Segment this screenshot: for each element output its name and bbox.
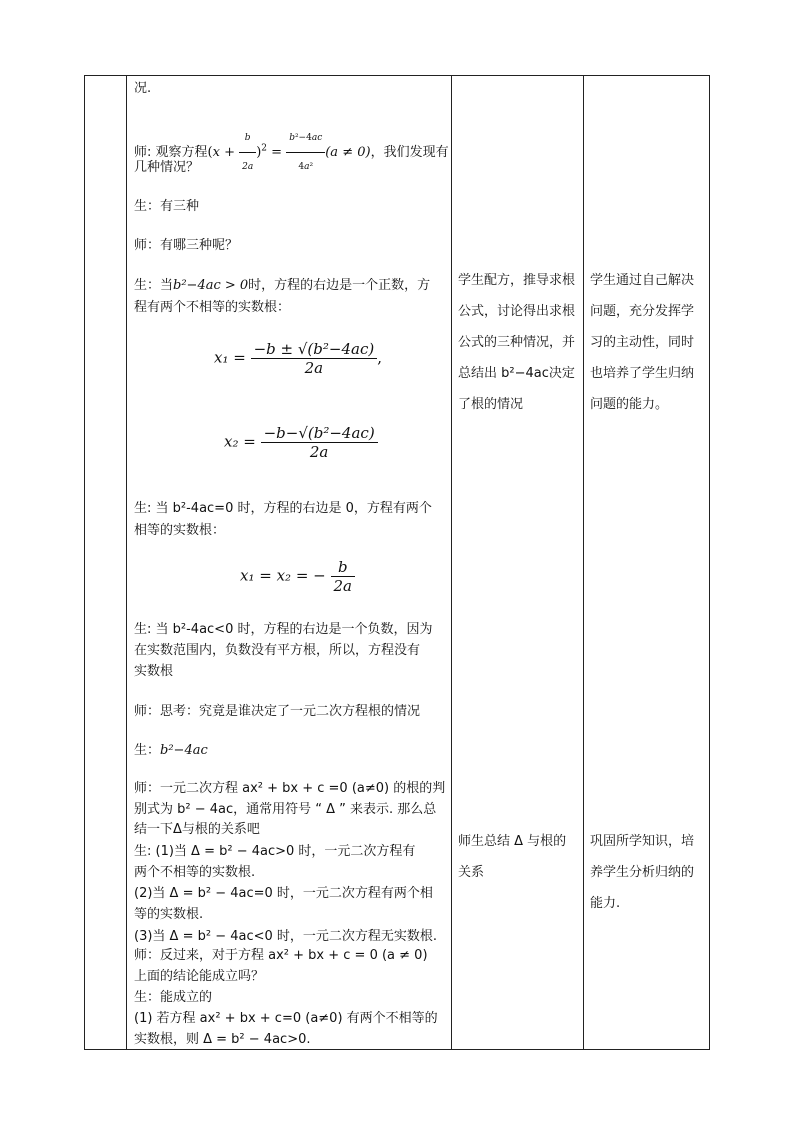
answer-line: 生：有三种	[134, 199, 200, 214]
text-line: 师：反过来，对于方程 ax² + bx + c = 0 (a ≠ 0)	[134, 948, 428, 963]
text-line: 生：能成立的	[134, 990, 213, 1005]
completed-square-equation: (x + $\frac{b}{2a}$ )$^2$ = $\frac{\text{b²−4ac}}{\text{4a²}}$	[208, 145, 326, 160]
answer-prefix: 生：	[134, 743, 161, 758]
text-line: (2)当 Δ = b² − 4ac=0 时，一元二次方程有两个相	[134, 886, 433, 901]
column-divider-2	[451, 76, 452, 1049]
question-line: 师：有哪三种呢？	[134, 238, 239, 253]
text-line: 实数根，则 Δ = b² − 4ac>0.	[134, 1032, 311, 1047]
text-line: 程有两个不相等的实数根：	[134, 300, 291, 315]
case3-line: 生: 当 b²-4ac<0 时，方程的右边是一个负数，因为	[134, 622, 433, 637]
text-line: 两个不相等的实数根.	[134, 865, 256, 880]
formula-double-root	[240, 558, 355, 595]
design-intent-block-1: 学生通过自己解决问题，充分发挥学习的主动性，同时也培养了学生归纳问题的能力。	[590, 273, 695, 412]
question-condition: (a ≠ 0)	[325, 145, 371, 160]
student-activity-block-2: 师生总结 Δ 与根的关系	[458, 834, 567, 880]
text-line: 别式为 b² − 4ac，通常用符号 “ Δ ” 来表示. 那么总	[134, 802, 437, 817]
formula-double-root-numerator: b	[331, 558, 356, 577]
text-line: 等的实数根.	[134, 907, 204, 922]
formula-double-root-lhs: x₁ = x₂ = −	[240, 566, 326, 585]
formula-x1-denominator: 2a	[304, 359, 324, 377]
text-line: 生: (1)当 Δ = b² − 4ac>0 时，一元二次方程有	[134, 844, 416, 859]
case1-line	[134, 276, 430, 296]
text-line: 结一下Δ与根的关系吧	[134, 822, 260, 837]
formula-double-root-denominator: 2a	[333, 577, 353, 595]
student-activity-block-1: 学生配方，推导求根公式，讨论得出求根公式的三种情况，并总结出 b²−4ac决定了根的情况	[458, 273, 576, 412]
formula-x1-numerator: −b ± √(b²−4ac)	[251, 340, 378, 359]
formula-x2-lhs: x₂ =	[224, 432, 256, 451]
question-suffix: ，我们发现有	[370, 145, 449, 160]
formula-x1-comma: ,	[377, 348, 382, 367]
case1-prefix: 生：当	[134, 278, 174, 293]
think-line: 师：思考：究竟是谁决定了一元二次方程根的情况	[134, 704, 421, 719]
text-line: 几种情况？	[134, 160, 200, 175]
text-line: 上面的结论能成立吗？	[134, 969, 265, 984]
formula-x2	[224, 424, 378, 461]
formula-x1-lhs: x₁ =	[214, 348, 246, 367]
text-line: 师：一元二次方程 ax² + bx + c =0 (a≠0) 的根的判	[134, 781, 446, 796]
text-line: 在实数范围内，负数没有平方根，所以，方程没有	[134, 643, 421, 658]
column-divider-1	[126, 76, 127, 1049]
text-line: (1) 若方程 ax² + bx + c=0 (a≠0) 有两个不相等的	[134, 1011, 438, 1026]
text-line: 相等的实数根：	[134, 523, 226, 538]
case2-line: 生: 当 b²-4ac=0 时，方程的右边是 0，方程有两个	[134, 501, 432, 516]
case1-suffix: 时，方程的右边是一个正数，方	[248, 278, 431, 293]
formula-x1	[214, 340, 382, 377]
text-line: 况.	[134, 81, 152, 96]
text-line: 实数根	[134, 664, 174, 679]
text-line: (3)当 Δ = b² − 4ac<0 时，一元二次方程无实数根.	[134, 929, 438, 944]
formula-x2-numerator: −b−√(b²−4ac)	[261, 424, 378, 443]
case1-expression: b²−4ac > 0	[173, 278, 249, 293]
question-prefix: 师: 观察方程	[134, 145, 208, 160]
answer-expression: b²−4ac	[160, 743, 208, 758]
formula-x2-denominator: 2a	[309, 443, 329, 461]
design-intent-block-2: 巩固所学知识，培养学生分析归纳的能力.	[590, 834, 695, 911]
column-divider-3	[583, 76, 584, 1049]
answer-line	[134, 741, 208, 761]
